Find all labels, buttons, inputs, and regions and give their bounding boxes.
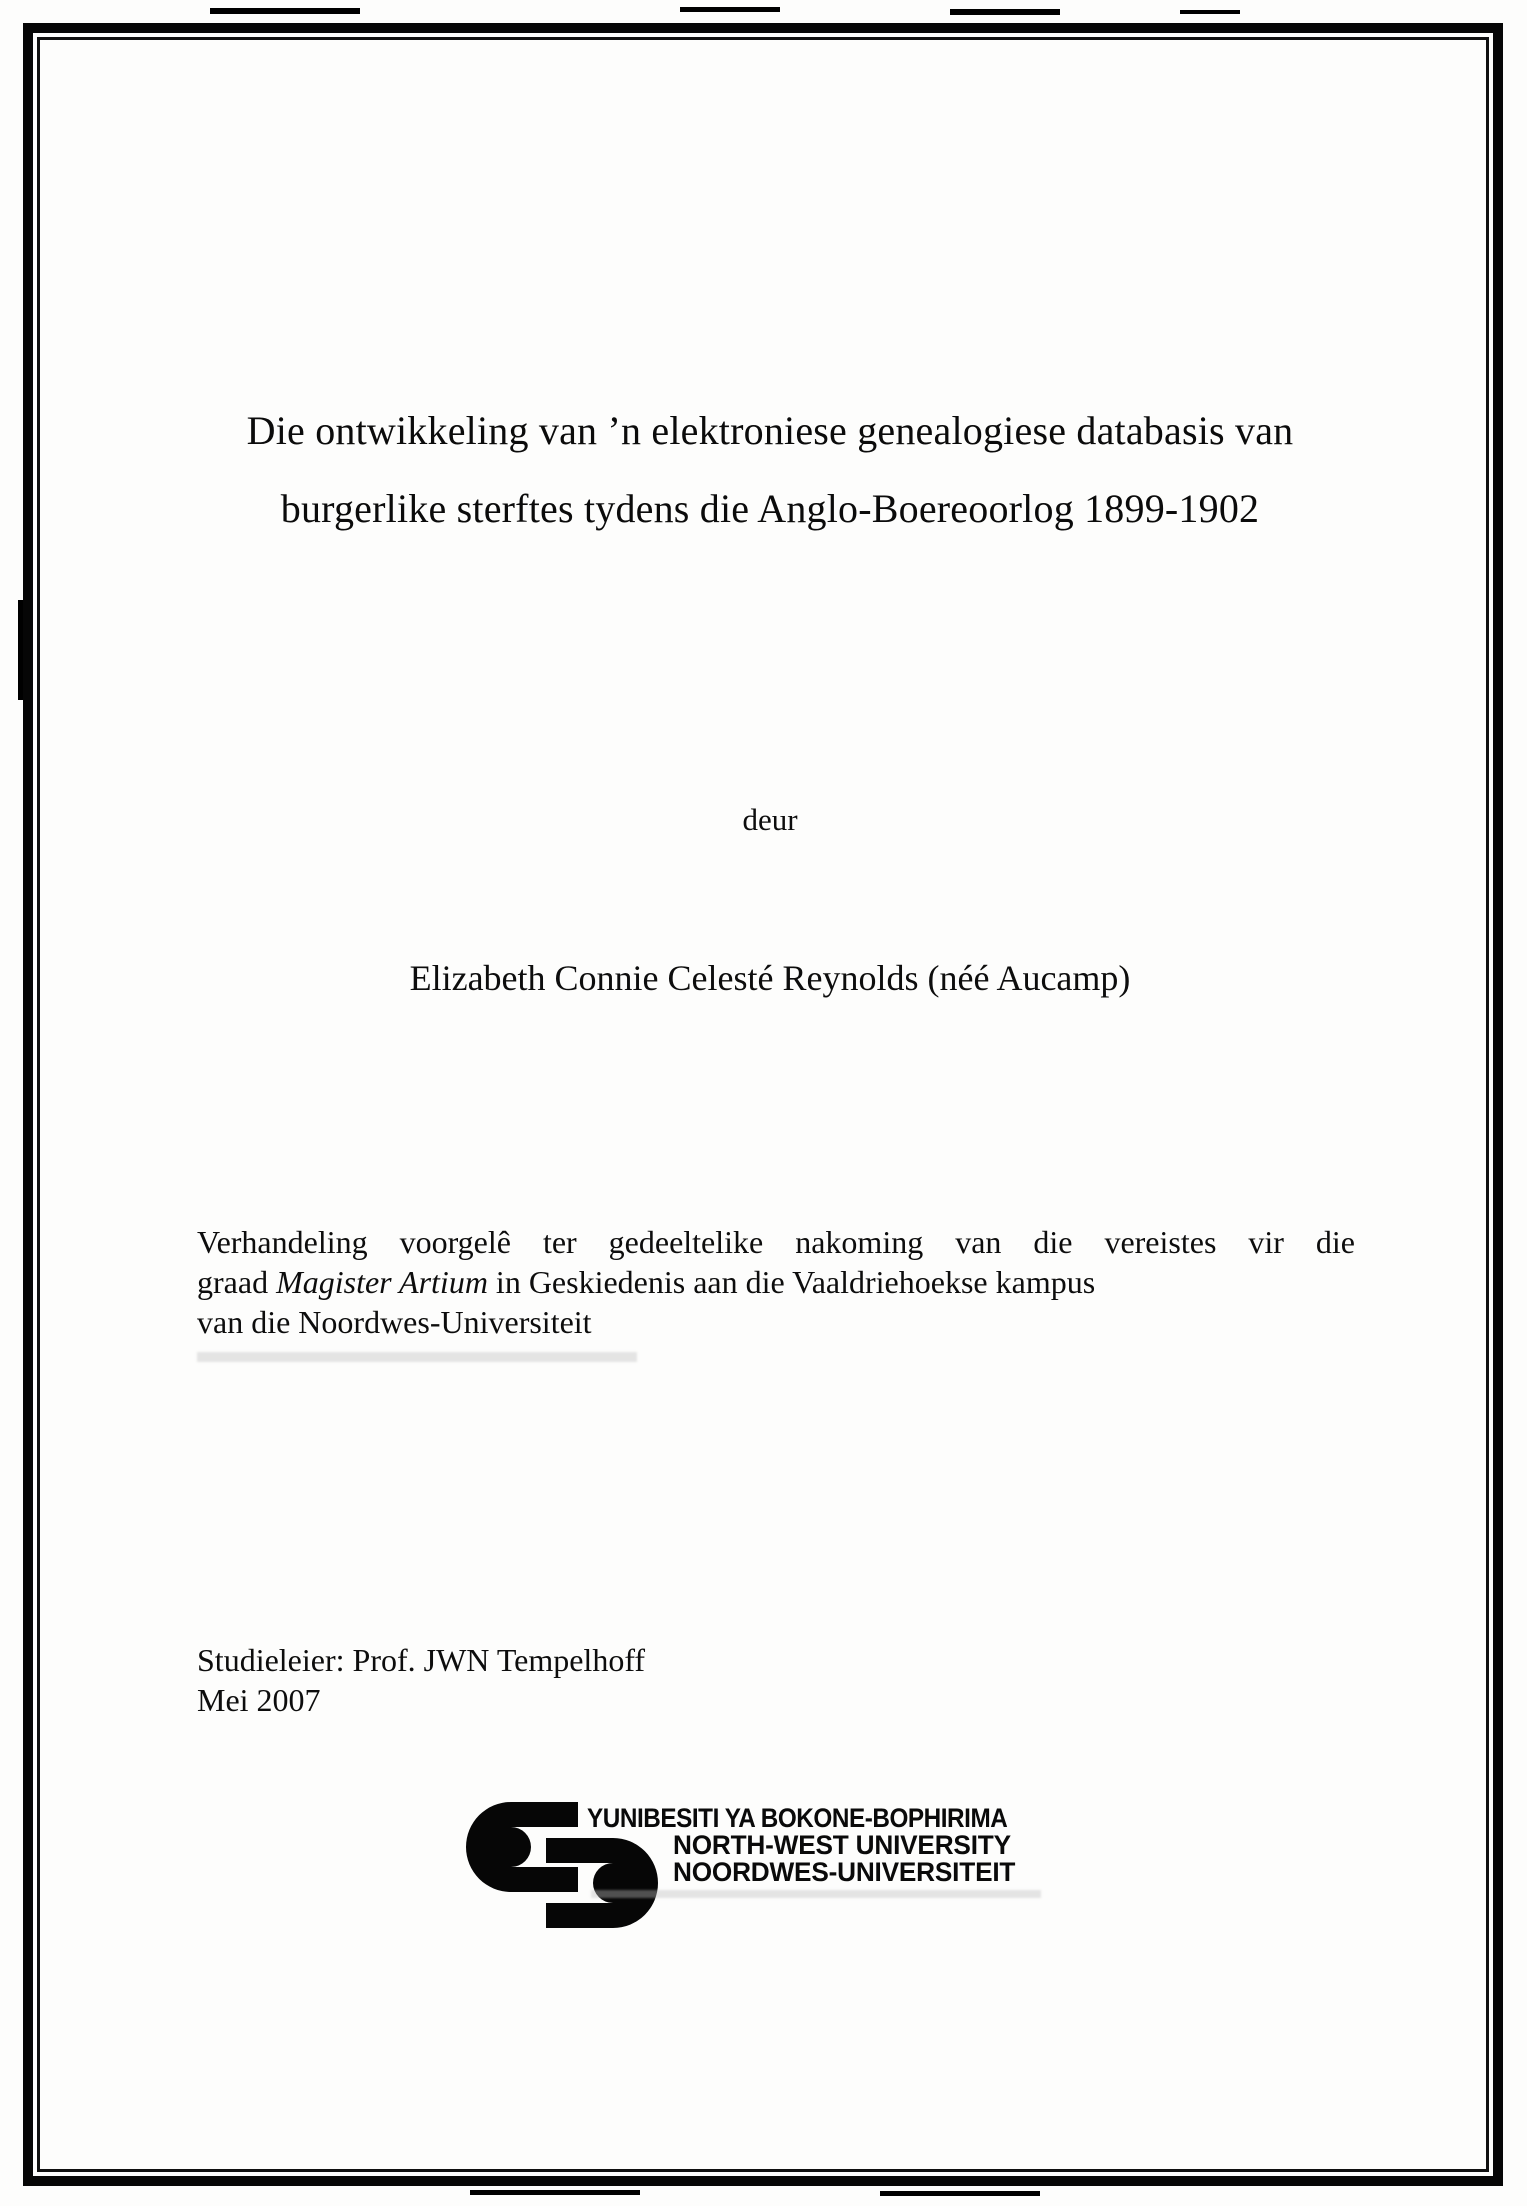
byline-label: deur (742, 802, 798, 837)
scan-artifact (880, 2191, 1040, 2196)
supervisor-block (197, 1640, 1097, 1720)
scan-artifact (950, 9, 1060, 15)
thesis-description (197, 1222, 1355, 1342)
nwu-logo (466, 1802, 1086, 1942)
author-name: Elizabeth Connie Celesté Reynolds (néé Aucamp) (409, 958, 1131, 998)
description-line2-prefix: graad (197, 1264, 277, 1300)
description-line3: van die Noordwes-Universiteit (197, 1304, 592, 1340)
description-line2 (197, 1262, 1355, 1302)
nwu-logo-line3: NOORDWES-UNIVERSITEIT (673, 1857, 1016, 1887)
scan-artifact (1180, 10, 1240, 14)
scan-artifact (210, 8, 360, 14)
scan-ghost (197, 1352, 637, 1362)
date-line: Mei 2007 (197, 1682, 321, 1718)
degree-name: Magister Artium (276, 1264, 488, 1300)
scan-artifact (470, 2190, 640, 2195)
nwu-logo-line1: YUNIBESITI YA BOKONE-BOPHIRIMA (587, 1803, 1008, 1833)
thesis-title-line2: burgerlike sterftes tydens die Anglo-Boereoorlog 1899-1902 (280, 486, 1260, 531)
supervisor-line: Studieleier: Prof. JWN Tempelhoff (197, 1642, 646, 1678)
description-line1: Verhandeling voorgelê ter gedeeltelike nakoming van die vereistes vir die (197, 1224, 1355, 1260)
nwu-logo-line2: NORTH-WEST UNIVERSITY (673, 1830, 1011, 1860)
scan-artifact (680, 7, 780, 12)
description-line2-suffix: in Geskiedenis aan die Vaaldriehoekse kampus (487, 1264, 1096, 1300)
thesis-title (160, 392, 1380, 548)
scan-ghost (591, 1890, 1041, 1898)
thesis-title-line1: Die ontwikkeling van ’n elektroniese genealogiese databasis van (246, 408, 1294, 453)
nwu-logo-text (587, 1805, 1054, 1886)
